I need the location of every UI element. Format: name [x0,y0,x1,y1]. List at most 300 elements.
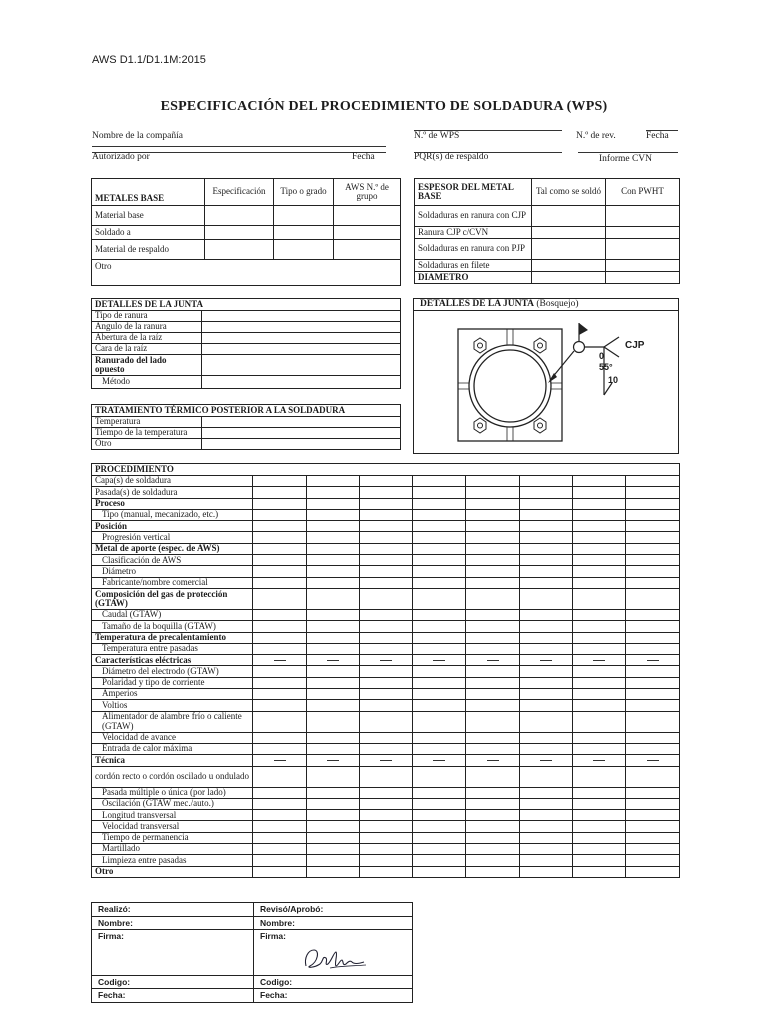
procedure-value-cell[interactable] [307,832,360,843]
procedure-value-cell[interactable] [626,632,680,643]
procedure-value-cell[interactable] [573,711,626,732]
procedure-value-cell[interactable] [307,588,360,609]
procedure-value-cell[interactable] [626,532,680,543]
procedure-value-cell[interactable] [626,588,680,609]
procedure-value-cell[interactable] [573,621,626,632]
procedure-value-cell[interactable] [466,498,520,509]
procedure-value-cell[interactable] [253,832,307,843]
procedure-row-label: Amperios [92,689,253,700]
procedure-value-cell[interactable] [573,521,626,532]
procedure-value-cell[interactable] [413,543,466,554]
procedure-value-cell[interactable] [466,844,520,855]
procedure-value-cell[interactable] [253,521,307,532]
procedure-value-cell[interactable] [253,689,307,700]
procedure-value-cell[interactable] [360,543,413,554]
procedure-value-cell[interactable] [573,743,626,754]
cell[interactable] [202,344,401,355]
procedure-value-cell[interactable] [626,609,680,620]
procedure-value-cell[interactable] [360,787,413,798]
procedure-value-cell[interactable] [253,732,307,743]
procedure-value-cell[interactable] [413,677,466,688]
procedure-value-cell[interactable] [253,810,307,821]
procedure-value-cell[interactable] [360,577,413,588]
procedure-value-cell[interactable] [360,621,413,632]
procedure-value-cell[interactable] [307,732,360,743]
cell[interactable] [202,355,401,376]
procedure-value-cell[interactable] [573,509,626,520]
cell[interactable] [334,240,401,260]
procedure-value-cell[interactable] [573,732,626,743]
procedure-value-cell[interactable] [520,855,573,866]
cell[interactable] [202,376,401,389]
procedure-value-cell[interactable] [413,487,466,498]
procedure-value-cell[interactable] [626,700,680,711]
procedure-value-cell[interactable] [253,677,307,688]
cell[interactable] [532,260,606,272]
procedure-value-cell[interactable] [307,866,360,877]
cell[interactable] [202,322,401,333]
procedure-value-cell[interactable] [520,866,573,877]
cell[interactable] [205,240,274,260]
procedure-value-cell[interactable] [307,810,360,821]
cell[interactable] [205,226,274,240]
procedure-value-cell[interactable] [307,755,360,766]
procedure-value-cell[interactable] [360,487,413,498]
procedure-value-cell[interactable] [466,677,520,688]
procedure-value-cell[interactable] [360,844,413,855]
procedure-value-cell[interactable] [466,755,520,766]
procedure-value-cell[interactable] [360,689,413,700]
procedure-value-cell[interactable] [520,588,573,609]
pqr-line[interactable] [414,152,562,153]
procedure-value-cell[interactable] [466,711,520,732]
procedure-value-cell[interactable] [626,498,680,509]
procedure-value-cell[interactable] [466,866,520,877]
cell[interactable] [532,272,606,284]
procedure-value-cell[interactable] [626,521,680,532]
procedure-value-cell[interactable] [360,521,413,532]
procedure-value-cell[interactable] [520,832,573,843]
procedure-value-cell[interactable] [253,787,307,798]
procedure-value-cell[interactable] [307,521,360,532]
procedure-value-cell[interactable] [307,543,360,554]
procedure-value-cell[interactable] [413,555,466,566]
procedure-value-cell[interactable] [466,766,520,787]
procedure-value-cell[interactable] [307,498,360,509]
procedure-value-cell[interactable] [413,609,466,620]
procedure-value-cell[interactable] [626,655,680,666]
procedure-value-cell[interactable] [626,543,680,554]
procedure-value-cell[interactable] [520,521,573,532]
procedure-value-cell[interactable] [520,566,573,577]
procedure-value-cell[interactable] [413,743,466,754]
procedure-value-cell[interactable] [573,532,626,543]
procedure-value-cell[interactable] [360,700,413,711]
procedure-value-cell[interactable] [573,787,626,798]
procedure-value-cell[interactable] [253,766,307,787]
procedure-value-cell[interactable] [413,755,466,766]
procedure-value-cell[interactable] [573,476,626,487]
procedure-value-cell[interactable] [253,577,307,588]
cell[interactable] [334,226,401,240]
procedure-value-cell[interactable] [520,755,573,766]
procedure-value-cell[interactable] [253,555,307,566]
procedure-value-cell[interactable] [573,555,626,566]
procedure-value-cell[interactable] [466,810,520,821]
procedure-value-cell[interactable] [413,766,466,787]
procedure-value-cell[interactable] [626,643,680,654]
procedure-value-cell[interactable] [253,588,307,609]
procedure-value-cell[interactable] [466,566,520,577]
cell[interactable] [274,226,334,240]
procedure-value-cell[interactable] [573,666,626,677]
procedure-value-cell[interactable] [413,476,466,487]
procedure-value-cell[interactable] [520,498,573,509]
procedure-value-cell[interactable] [307,844,360,855]
procedure-value-cell[interactable] [520,766,573,787]
procedure-value-cell[interactable] [253,643,307,654]
procedure-value-cell[interactable] [360,743,413,754]
procedure-value-cell[interactable] [307,487,360,498]
procedure-value-cell[interactable] [573,798,626,809]
procedure-value-cell[interactable] [520,711,573,732]
procedure-value-cell[interactable] [360,632,413,643]
procedure-value-cell[interactable] [626,555,680,566]
procedure-value-cell[interactable] [360,798,413,809]
procedure-value-cell[interactable] [466,787,520,798]
procedure-value-cell[interactable] [307,798,360,809]
procedure-value-cell[interactable] [466,743,520,754]
procedure-value-cell[interactable] [253,755,307,766]
procedure-value-cell[interactable] [573,855,626,866]
procedure-value-cell[interactable] [253,621,307,632]
procedure-value-cell[interactable] [253,821,307,832]
procedure-value-cell[interactable] [573,832,626,843]
procedure-value-cell[interactable] [253,655,307,666]
procedure-value-cell[interactable] [253,498,307,509]
procedure-value-cell[interactable] [413,711,466,732]
procedure-value-cell[interactable] [253,855,307,866]
procedure-value-cell[interactable] [466,643,520,654]
procedure-value-cell[interactable] [253,476,307,487]
procedure-value-cell[interactable] [520,655,573,666]
procedure-value-cell[interactable] [520,509,573,520]
procedure-value-cell[interactable] [413,732,466,743]
procedure-value-cell[interactable] [307,555,360,566]
procedure-value-cell[interactable] [413,866,466,877]
procedure-value-cell[interactable] [253,711,307,732]
procedure-value-cell[interactable] [360,655,413,666]
procedure-value-cell[interactable] [307,743,360,754]
procedure-value-cell[interactable] [413,521,466,532]
procedure-value-cell[interactable] [253,798,307,809]
procedure-value-cell[interactable] [520,621,573,632]
procedure-value-cell[interactable] [520,666,573,677]
procedure-value-cell[interactable] [520,844,573,855]
procedure-value-cell[interactable] [413,566,466,577]
procedure-value-cell[interactable] [360,588,413,609]
cell[interactable] [202,428,401,439]
procedure-value-cell[interactable] [360,711,413,732]
procedure-value-cell[interactable] [520,810,573,821]
company-line[interactable] [92,146,386,147]
procedure-value-cell[interactable] [626,732,680,743]
procedure-value-cell[interactable] [307,666,360,677]
dash-mark [327,660,339,661]
procedure-value-cell[interactable] [573,821,626,832]
procedure-value-cell[interactable] [626,766,680,787]
procedure-value-cell[interactable] [307,566,360,577]
procedure-value-cell[interactable] [626,689,680,700]
procedure-value-cell[interactable] [626,711,680,732]
procedure-value-cell[interactable] [573,689,626,700]
procedure-value-cell[interactable] [626,666,680,677]
procedure-value-cell[interactable] [466,521,520,532]
cell[interactable] [334,206,401,226]
procedure-value-cell[interactable] [466,689,520,700]
procedure-value-cell[interactable] [307,476,360,487]
cell[interactable] [606,206,680,227]
procedure-value-cell[interactable] [253,700,307,711]
cell[interactable] [274,206,334,226]
procedure-value-cell[interactable] [360,566,413,577]
procedure-value-cell[interactable] [307,711,360,732]
procedure-value-cell[interactable] [253,844,307,855]
procedure-value-cell[interactable] [520,732,573,743]
procedure-value-cell[interactable] [573,700,626,711]
procedure-value-cell[interactable] [520,487,573,498]
procedure-value-cell[interactable] [413,509,466,520]
procedure-value-cell[interactable] [413,655,466,666]
cell[interactable] [532,239,606,260]
procedure-value-cell[interactable] [520,798,573,809]
procedure-value-cell[interactable] [413,621,466,632]
procedure-value-cell[interactable] [573,487,626,498]
procedure-value-cell[interactable] [626,743,680,754]
procedure-value-cell[interactable] [573,566,626,577]
procedure-value-cell[interactable] [573,588,626,609]
procedure-value-cell[interactable] [413,798,466,809]
procedure-value-cell[interactable] [626,844,680,855]
procedure-value-cell[interactable] [466,487,520,498]
procedure-value-cell[interactable] [573,677,626,688]
procedure-value-cell[interactable] [360,476,413,487]
cell[interactable] [606,239,680,260]
procedure-value-cell[interactable] [626,487,680,498]
procedure-value-cell[interactable] [520,609,573,620]
procedure-value-cell[interactable] [413,643,466,654]
procedure-value-cell[interactable] [520,677,573,688]
procedure-value-cell[interactable] [626,476,680,487]
procedure-value-cell[interactable] [466,855,520,866]
procedure-value-cell[interactable] [413,632,466,643]
cell[interactable] [532,227,606,239]
procedure-value-cell[interactable] [253,543,307,554]
procedure-value-cell[interactable] [626,866,680,877]
procedure-value-cell[interactable] [413,498,466,509]
procedure-value-cell[interactable] [466,655,520,666]
date-line-1[interactable] [646,130,678,131]
procedure-value-cell[interactable] [626,798,680,809]
procedure-value-cell[interactable] [520,743,573,754]
procedure-value-cell[interactable] [413,821,466,832]
procedure-value-cell[interactable] [466,700,520,711]
procedure-value-cell[interactable] [466,577,520,588]
procedure-value-cell[interactable] [573,632,626,643]
procedure-value-cell[interactable] [626,855,680,866]
procedure-value-cell[interactable] [573,643,626,654]
procedure-value-cell[interactable] [413,855,466,866]
procedure-value-cell[interactable] [466,588,520,609]
procedure-value-cell[interactable] [466,476,520,487]
procedure-value-cell[interactable] [253,509,307,520]
procedure-value-cell[interactable] [520,787,573,798]
procedure-value-cell[interactable] [253,632,307,643]
procedure-value-cell[interactable] [626,677,680,688]
procedure-value-cell[interactable] [360,821,413,832]
procedure-value-cell[interactable] [413,689,466,700]
procedure-value-cell[interactable] [413,588,466,609]
procedure-value-cell[interactable] [360,766,413,787]
procedure-value-cell[interactable] [413,532,466,543]
procedure-value-cell[interactable] [573,543,626,554]
cell[interactable] [202,311,401,322]
procedure-value-cell[interactable] [573,866,626,877]
cell[interactable] [606,260,680,272]
procedure-value-cell[interactable] [573,577,626,588]
procedure-value-cell[interactable] [307,787,360,798]
procedure-value-cell[interactable] [360,643,413,654]
procedure-value-cell[interactable] [520,543,573,554]
procedure-value-cell[interactable] [466,832,520,843]
procedure-value-cell[interactable] [360,498,413,509]
procedure-value-cell[interactable] [466,732,520,743]
procedure-value-cell[interactable] [307,766,360,787]
procedure-value-cell[interactable] [307,632,360,643]
procedure-value-cell[interactable] [360,509,413,520]
procedure-value-cell[interactable] [307,532,360,543]
procedure-value-cell[interactable] [466,609,520,620]
procedure-value-cell[interactable] [413,577,466,588]
procedure-value-cell[interactable] [626,577,680,588]
procedure-value-cell[interactable] [307,577,360,588]
procedure-value-cell[interactable] [307,677,360,688]
procedure-value-cell[interactable] [413,787,466,798]
procedure-value-cell[interactable] [573,498,626,509]
procedure-value-cell[interactable] [626,621,680,632]
procedure-value-cell[interactable] [573,810,626,821]
procedure-value-cell[interactable] [520,700,573,711]
procedure-value-cell[interactable] [413,666,466,677]
procedure-value-cell[interactable] [466,621,520,632]
procedure-value-cell[interactable] [520,689,573,700]
procedure-value-cell[interactable] [307,700,360,711]
procedure-value-cell[interactable] [466,509,520,520]
procedure-value-cell[interactable] [573,609,626,620]
procedure-value-cell[interactable] [307,609,360,620]
procedure-value-cell[interactable] [573,655,626,666]
procedure-value-cell[interactable] [253,566,307,577]
procedure-value-cell[interactable] [253,666,307,677]
procedure-value-cell[interactable] [360,609,413,620]
cell[interactable] [606,272,680,284]
cell[interactable] [274,240,334,260]
procedure-value-cell[interactable] [360,555,413,566]
procedure-value-cell[interactable] [253,743,307,754]
cell[interactable] [202,417,401,428]
procedure-value-cell[interactable] [466,532,520,543]
procedure-value-cell[interactable] [520,532,573,543]
procedure-value-cell[interactable] [626,821,680,832]
procedure-value-cell[interactable] [466,798,520,809]
procedure-value-cell[interactable] [253,532,307,543]
procedure-value-cell[interactable] [626,810,680,821]
procedure-value-cell[interactable] [520,555,573,566]
procedure-value-cell[interactable] [307,621,360,632]
procedure-value-cell[interactable] [253,866,307,877]
procedure-value-cell[interactable] [520,476,573,487]
procedure-value-cell[interactable] [360,666,413,677]
procedure-value-cell[interactable] [307,689,360,700]
procedure-value-cell[interactable] [466,632,520,643]
procedure-value-cell[interactable] [466,555,520,566]
procedure-value-cell[interactable] [466,666,520,677]
procedure-value-cell[interactable] [307,509,360,520]
procedure-value-cell[interactable] [360,532,413,543]
wps-number-line[interactable] [414,130,562,131]
procedure-value-cell[interactable] [360,810,413,821]
procedure-value-cell[interactable] [307,643,360,654]
procedure-value-cell[interactable] [413,810,466,821]
procedure-value-cell[interactable] [413,844,466,855]
procedure-value-cell[interactable] [520,821,573,832]
cvn-line[interactable] [578,152,678,153]
authorized-line[interactable] [92,152,386,153]
procedure-value-cell[interactable] [253,487,307,498]
procedure-value-cell[interactable] [360,755,413,766]
procedure-value-cell[interactable] [520,577,573,588]
cell[interactable] [606,227,680,239]
procedure-value-cell[interactable] [626,787,680,798]
cell[interactable] [202,439,401,450]
procedure-value-cell[interactable] [360,866,413,877]
cell[interactable] [202,333,401,344]
procedure-value-cell[interactable] [573,766,626,787]
procedure-value-cell[interactable] [307,655,360,666]
procedure-value-cell[interactable] [413,700,466,711]
procedure-value-cell[interactable] [573,844,626,855]
procedure-value-cell[interactable] [360,732,413,743]
procedure-value-cell[interactable] [413,832,466,843]
procedure-value-cell[interactable] [360,832,413,843]
cell[interactable] [532,206,606,227]
procedure-value-cell[interactable] [253,609,307,620]
procedure-value-cell[interactable] [520,632,573,643]
cell[interactable] [205,206,274,226]
procedure-value-cell[interactable] [520,643,573,654]
procedure-value-cell[interactable] [573,755,626,766]
procedure-value-cell[interactable] [626,755,680,766]
procedure-value-cell[interactable] [307,821,360,832]
procedure-value-cell[interactable] [626,509,680,520]
procedure-value-cell[interactable] [466,821,520,832]
procedure-value-cell[interactable] [466,543,520,554]
procedure-value-cell[interactable] [626,832,680,843]
procedure-value-cell[interactable] [626,566,680,577]
procedure-value-cell[interactable] [360,677,413,688]
procedure-value-cell[interactable] [307,855,360,866]
procedure-value-cell[interactable] [360,855,413,866]
